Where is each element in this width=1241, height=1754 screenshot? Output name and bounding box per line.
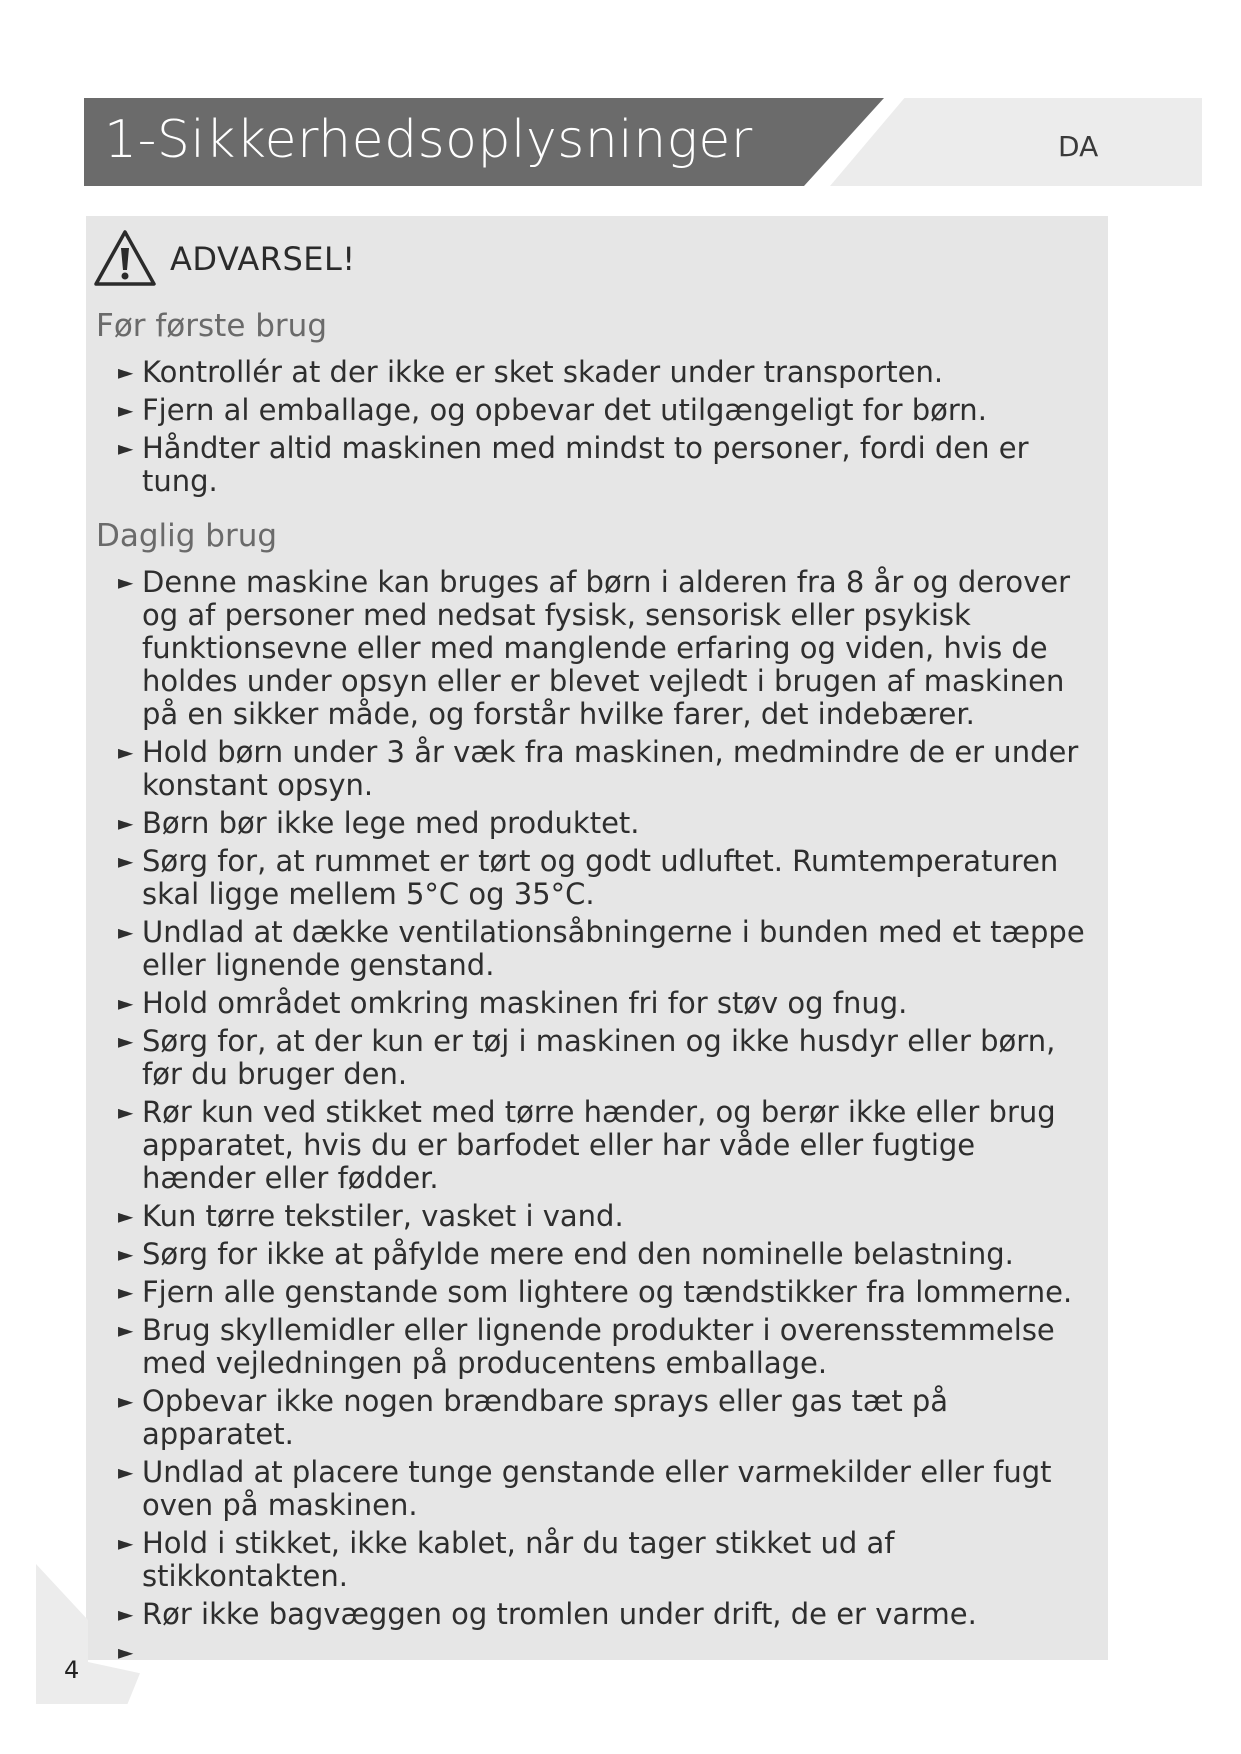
bullet-icon: ► [118,811,134,835]
list-item: ► Opbevar ikke nogen brændbare sprays eller gas tæt på apparatet. [118,1384,949,1451]
list-item: ► Rør ikke bagvæggen og tromlen under drift, de er varme. [118,1597,977,1631]
list-daily-use [118,565,1097,1664]
list-item: ► Sørg for ikke at påfylde mere end den nominelle belastning. [118,1237,1014,1271]
bullet-icon: ► [118,1242,134,1266]
bullet-icon: ► [118,991,134,1015]
list-item: ► Fjern al emballage, og opbevar det utilgængeligt for børn. [118,393,987,427]
list-item: ► Undlad at placere tunge genstande eller varmekilder eller fugt oven på maskinen. [118,1455,1052,1522]
list-item: ► Fjern alle genstande som lightere og tændstikker fra lommerne. [118,1275,1073,1309]
warning-title: ADVARSEL! [170,240,356,278]
bullet-icon: ► [118,920,134,944]
list-item: ► Undlad at dække ventilationsåbningerne i bunden med et tæppe eller lignende genstand. [118,915,1085,982]
header-language-tab [830,98,1202,186]
bullet-icon: ► [118,1029,134,1053]
bullet-icon: ► [118,1204,134,1228]
list-item: ► Hold i stikket, ikke kablet, når du tager stikket ud af stikkontakten. [118,1526,895,1593]
list-item: ► Håndter altid maskinen med mindst to personer, fordi den er tung. [118,431,1029,498]
bullet-icon: ► [118,570,134,594]
bullet-icon: ► [118,1100,134,1124]
section-heading-before-first-use: Før første brug [96,308,328,344]
bullet-icon: ► [118,1640,134,1664]
bullet-icon: ► [118,740,134,764]
warning-triangle-icon [92,226,158,292]
list-item: ► Rør kun ved stikket med tørre hænder, og berør ikke eller brug apparatet, hvis du er barfodet eller har våde eller fugtige hænder eller fødder. [118,1095,1056,1195]
language-label: DA [1058,130,1099,163]
list-item: ► Sørg for, at der kun er tøj i maskinen og ikke husdyr eller børn, før du bruger den. [118,1024,1056,1091]
bullet-icon: ► [118,1531,134,1555]
bullet-icon: ► [118,398,134,422]
list-item: ► Sørg for, at rummet er tørt og godt udluftet. Rumtemperaturen skal ligge mellem 5°C og 35°C. [118,844,1059,911]
page-title: 1-Sikkerhedsoplysninger [104,110,753,170]
list-item: ► Hold området omkring maskinen fri for støv og fnug. [118,986,908,1020]
bullet-icon: ► [118,849,134,873]
list-item: ► Kontrollér at der ikke er sket skader under transporten. [118,355,944,389]
list-before-first-use [118,355,1097,503]
section-heading-daily-use: Daglig brug [96,518,278,554]
warning-header [92,226,692,292]
bullet-icon: ► [118,1280,134,1304]
page-number: 4 [64,1656,80,1684]
bullet-icon: ► [118,1602,134,1626]
list-item: ► Kun tørre tekstiler, vasket i vand. [118,1199,624,1233]
bullet-icon: ► [118,1389,134,1413]
list-item: ► Hold børn under 3 år væk fra maskinen, medmindre de er under konstant opsyn. [118,735,1079,802]
list-item: ► Børn bør ikke lege med produktet. [118,806,640,840]
list-item: ► Brug skyllemidler eller lignende produkter i overensstemmelse med vejledningen på producentens emballage. [118,1313,1055,1380]
list-item: ► Denne maskine kan bruges af børn i alderen fra 8 år og derover og af personer med nedsat fysisk, sensorisk eller psykisk funktionsevne eller med manglende erfaring og viden, hvis de holdes under opsyn eller er blevet vejledt i brugen af maskinen på en sikker måde, og forstår hvilke farer, det indebærer. [118,565,1071,731]
bullet-icon: ► [118,1318,134,1342]
bullet-icon: ► [118,360,134,384]
bullet-icon: ► [118,436,134,460]
bullet-icon: ► [118,1460,134,1484]
